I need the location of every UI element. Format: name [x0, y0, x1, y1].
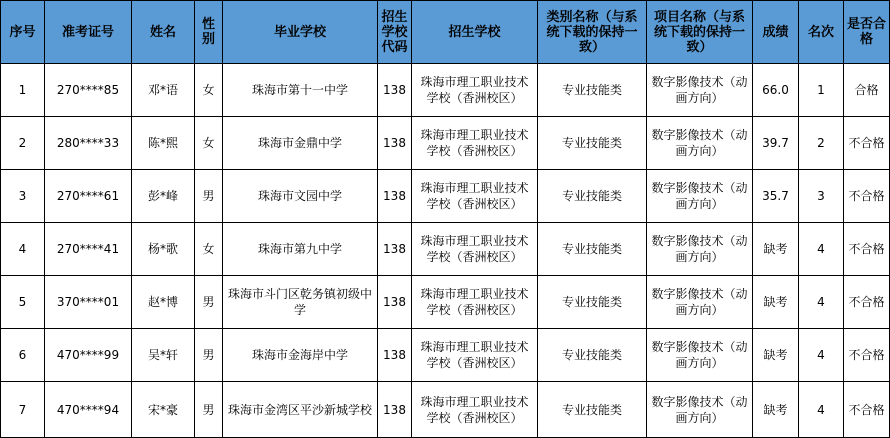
cell-gender: 男 [195, 382, 223, 438]
cell-index: 7 [1, 382, 45, 438]
cell-category: 专业技能类 [538, 170, 647, 223]
cell-gender: 女 [195, 117, 223, 170]
cell-exam-number: 370****01 [45, 276, 132, 329]
cell-exam-number: 270****41 [45, 223, 132, 276]
cell-index: 6 [1, 329, 45, 382]
cell-pass-status: 不合格 [844, 276, 890, 329]
table-row [1, 329, 890, 382]
col-header-exam-number: 准考证号 [45, 1, 132, 64]
col-header-rank: 名次 [799, 1, 844, 64]
cell-category: 专业技能类 [538, 64, 647, 117]
cell-school-code: 138 [378, 382, 412, 438]
cell-score: 缺考 [753, 276, 799, 329]
cell-exam-number: 470****99 [45, 329, 132, 382]
cell-category: 专业技能类 [538, 223, 647, 276]
cell-school-code: 138 [378, 170, 412, 223]
cell-score: 缺考 [753, 329, 799, 382]
col-header-category: 类别名称（与系统下载的保持一致） [538, 1, 647, 64]
table-row [1, 64, 890, 117]
cell-program: 数字影像技术（动画方向） [647, 170, 753, 223]
cell-school-code: 138 [378, 329, 412, 382]
table-row [1, 276, 890, 329]
cell-name: 吴*轩 [132, 329, 195, 382]
cell-index: 2 [1, 117, 45, 170]
cell-category: 专业技能类 [538, 329, 647, 382]
cell-school-code: 138 [378, 276, 412, 329]
cell-name: 邓*语 [132, 64, 195, 117]
table-row [1, 170, 890, 223]
col-header-school-code: 招生学校代码 [378, 1, 412, 64]
col-header-gender: 性别 [195, 1, 223, 64]
cell-index: 5 [1, 276, 45, 329]
cell-pass-status: 不合格 [844, 329, 890, 382]
table-row [1, 117, 890, 170]
header-row [1, 1, 890, 64]
cell-gender: 男 [195, 170, 223, 223]
col-header-program: 项目名称（与系统下载的保持一致） [647, 1, 753, 64]
cell-name: 杨*歌 [132, 223, 195, 276]
col-header-score: 成绩 [753, 1, 799, 64]
cell-school-code: 138 [378, 64, 412, 117]
cell-graduation-school: 珠海市斗门区乾务镇初级中学 [223, 276, 378, 329]
cell-pass-status: 不合格 [844, 223, 890, 276]
cell-program: 数字影像技术（动画方向） [647, 64, 753, 117]
cell-score: 缺考 [753, 382, 799, 438]
cell-admission-school: 珠海市理工职业技术学校（香洲校区） [412, 117, 538, 170]
cell-admission-school: 珠海市理工职业技术学校（香洲校区） [412, 64, 538, 117]
cell-graduation-school: 珠海市金鼎中学 [223, 117, 378, 170]
cell-admission-school: 珠海市理工职业技术学校（香洲校区） [412, 382, 538, 438]
cell-admission-school: 珠海市理工职业技术学校（香洲校区） [412, 223, 538, 276]
cell-pass-status: 不合格 [844, 117, 890, 170]
cell-graduation-school: 珠海市第十一中学 [223, 64, 378, 117]
cell-program: 数字影像技术（动画方向） [647, 223, 753, 276]
cell-graduation-school: 珠海市金湾区平沙新城学校 [223, 382, 378, 438]
cell-category: 专业技能类 [538, 117, 647, 170]
cell-name: 宋*豪 [132, 382, 195, 438]
cell-admission-school: 珠海市理工职业技术学校（香洲校区） [412, 276, 538, 329]
cell-score: 缺考 [753, 223, 799, 276]
cell-exam-number: 270****85 [45, 64, 132, 117]
cell-gender: 男 [195, 276, 223, 329]
cell-exam-number: 270****61 [45, 170, 132, 223]
cell-program: 数字影像技术（动画方向） [647, 329, 753, 382]
cell-name: 陈*熙 [132, 117, 195, 170]
cell-school-code: 138 [378, 223, 412, 276]
cell-score: 39.7 [753, 117, 799, 170]
cell-program: 数字影像技术（动画方向） [647, 276, 753, 329]
cell-graduation-school: 珠海市文园中学 [223, 170, 378, 223]
cell-index: 3 [1, 170, 45, 223]
cell-rank: 4 [799, 276, 844, 329]
cell-score: 66.0 [753, 64, 799, 117]
cell-school-code: 138 [378, 117, 412, 170]
cell-pass-status: 合格 [844, 64, 890, 117]
cell-rank: 3 [799, 170, 844, 223]
cell-gender: 男 [195, 329, 223, 382]
col-header-index: 序号 [1, 1, 45, 64]
cell-rank: 4 [799, 382, 844, 438]
cell-gender: 女 [195, 223, 223, 276]
col-header-admission-school: 招生学校 [412, 1, 538, 64]
cell-category: 专业技能类 [538, 382, 647, 438]
cell-program: 数字影像技术（动画方向） [647, 117, 753, 170]
table-row [1, 382, 890, 438]
cell-rank: 2 [799, 117, 844, 170]
cell-graduation-school: 珠海市第九中学 [223, 223, 378, 276]
cell-gender: 女 [195, 64, 223, 117]
cell-category: 专业技能类 [538, 276, 647, 329]
cell-index: 1 [1, 64, 45, 117]
cell-admission-school: 珠海市理工职业技术学校（香洲校区） [412, 329, 538, 382]
cell-name: 赵*博 [132, 276, 195, 329]
cell-rank: 4 [799, 329, 844, 382]
cell-admission-school: 珠海市理工职业技术学校（香洲校区） [412, 170, 538, 223]
col-header-pass-status: 是否合格 [844, 1, 890, 64]
cell-rank: 1 [799, 64, 844, 117]
col-header-graduation-school: 毕业学校 [223, 1, 378, 64]
cell-rank: 4 [799, 223, 844, 276]
col-header-name: 姓名 [132, 1, 195, 64]
cell-program: 数字影像技术（动画方向） [647, 382, 753, 438]
cell-index: 4 [1, 223, 45, 276]
cell-exam-number: 470****94 [45, 382, 132, 438]
cell-pass-status: 不合格 [844, 170, 890, 223]
cell-name: 彭*峰 [132, 170, 195, 223]
cell-pass-status: 不合格 [844, 382, 890, 438]
cell-exam-number: 280****33 [45, 117, 132, 170]
cell-score: 35.7 [753, 170, 799, 223]
table-row [1, 223, 890, 276]
cell-graduation-school: 珠海市金海岸中学 [223, 329, 378, 382]
